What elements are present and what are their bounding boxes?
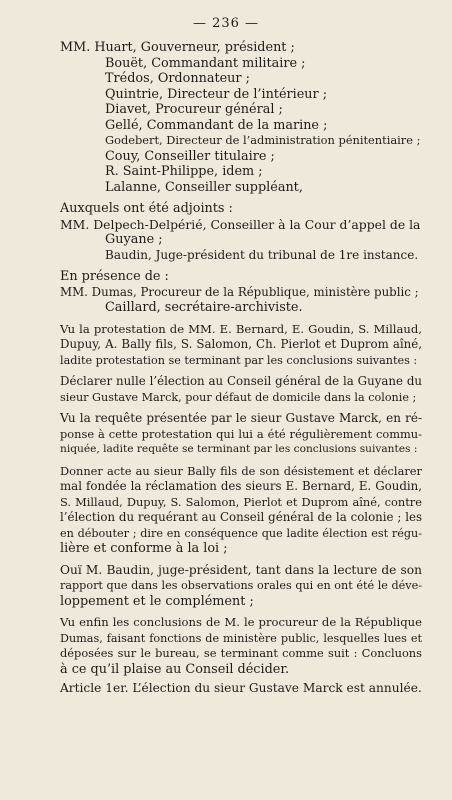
paragraph-line: Dupuy, A. Bally fils, S. Salomon, Ch. Pierlot et Duprom aîné, xyxy=(60,337,422,351)
paragraph-line: en débouter ; dire en conséquence que ladite élection est régu- xyxy=(60,526,422,540)
presence-line: Caillard, secrétaire-archiviste. xyxy=(105,300,303,315)
paragraph-line: loppement et le complément ; xyxy=(60,593,254,609)
member-line: R. Saint-Philippe, idem ; xyxy=(105,164,263,179)
paragraph-line: à ce qu’il plaise au Conseil décider. xyxy=(60,661,290,677)
paragraph xyxy=(60,322,422,369)
member-line: Lalanne, Conseiller suppléant, xyxy=(105,179,303,195)
paragraph-line: Vu la protestation de MM. E. Bernard, E. Goudin, S. Millaud, xyxy=(60,321,422,336)
paragraph-line: sieur Gustave Marck, pour défaut de domicile dans la colonie ; xyxy=(60,390,417,404)
member-line: Gellé, Commandant de la marine ; xyxy=(105,117,328,133)
paragraph xyxy=(60,374,422,405)
adjoint-line: MM. Delpech-Delpérié, Conseiller à la Cour d’appel de la xyxy=(60,216,421,232)
paragraph-line: S. Millaud, Dupuy, S. Salomon, Pierlot et Duprom aîné, contre xyxy=(60,494,422,509)
paragraph-line: Ouï M. Baudin, juge-président, tant dans la lecture de son xyxy=(60,562,422,577)
paragraph xyxy=(60,615,422,677)
paragraph-line: Déclarer nulle l’élection au Conseil général de la Guyane du xyxy=(60,374,422,388)
member-line: MM. Huart, Gouverneur, président ; xyxy=(60,40,295,55)
adjoints-heading: Auxquels ont été adjoints : xyxy=(60,201,233,216)
member-line: Couy, Conseiller titulaire ; xyxy=(105,148,275,164)
paragraph-line: lière et conforme à la loi ; xyxy=(60,541,228,556)
page-number: — 236 — xyxy=(192,16,260,31)
paragraph-line: Donner acte au sieur Bally fils de son désistement et déclarer xyxy=(60,463,422,478)
presence-heading: En présence de : xyxy=(60,269,169,284)
paragraph-line: Dumas, faisant fonctions de ministère public, lesquelles lues et xyxy=(60,631,422,645)
article-line: Article 1er. L’élection du sieur Gustave Marck est annulée. xyxy=(60,681,422,695)
member-line: Bouët, Commandant militaire ; xyxy=(105,55,306,71)
document-body xyxy=(60,40,422,697)
adjoint-line: Guyane ; xyxy=(105,232,163,247)
member-line: Diavet, Procureur général ; xyxy=(105,102,283,117)
paragraph-line: ponse à cette protestation qui lui a été régulièrement commu- xyxy=(60,426,422,441)
paragraph-line: Vu enfin les conclusions de M. le procureur de la République xyxy=(60,615,422,629)
paragraph-line: mal fondée la réclamation des sieurs E. Bernard, E. Goudin, xyxy=(60,479,422,493)
member-line: Trédos, Ordonnateur ; xyxy=(105,71,250,86)
paragraph-line: l’élection du requérant au Conseil général de la colonie ; les xyxy=(60,510,422,524)
paragraph-line: Vu la requête présentée par le sieur Gustave Marck, en ré- xyxy=(60,411,422,425)
members-list xyxy=(60,40,422,195)
paragraph xyxy=(60,464,422,557)
paragraph xyxy=(60,411,422,458)
paragraph-line: déposées sur le bureau, se terminant comme suit : Concluons xyxy=(60,646,422,660)
paragraph-line: niquée, ladite requête se terminant par les conclusions suivantes : xyxy=(60,443,418,455)
member-line: Quintrie, Directeur de l’intérieur ; xyxy=(105,86,328,102)
paragraph xyxy=(60,563,422,610)
adjoint-line: Baudin, Juge-président du tribunal de 1re instance. xyxy=(105,247,419,262)
paragraph-line: ladite protestation se terminant par les conclusions suivantes : xyxy=(60,353,418,367)
member-line: Godebert, Directeur de l’administration pénitentiaire ; xyxy=(105,133,421,147)
paragraph-line: rapport que dans les observations orales qui en ont été le déve- xyxy=(60,579,422,592)
presence-line: MM. Dumas, Procureur de la République, ministère public ; xyxy=(60,284,419,299)
